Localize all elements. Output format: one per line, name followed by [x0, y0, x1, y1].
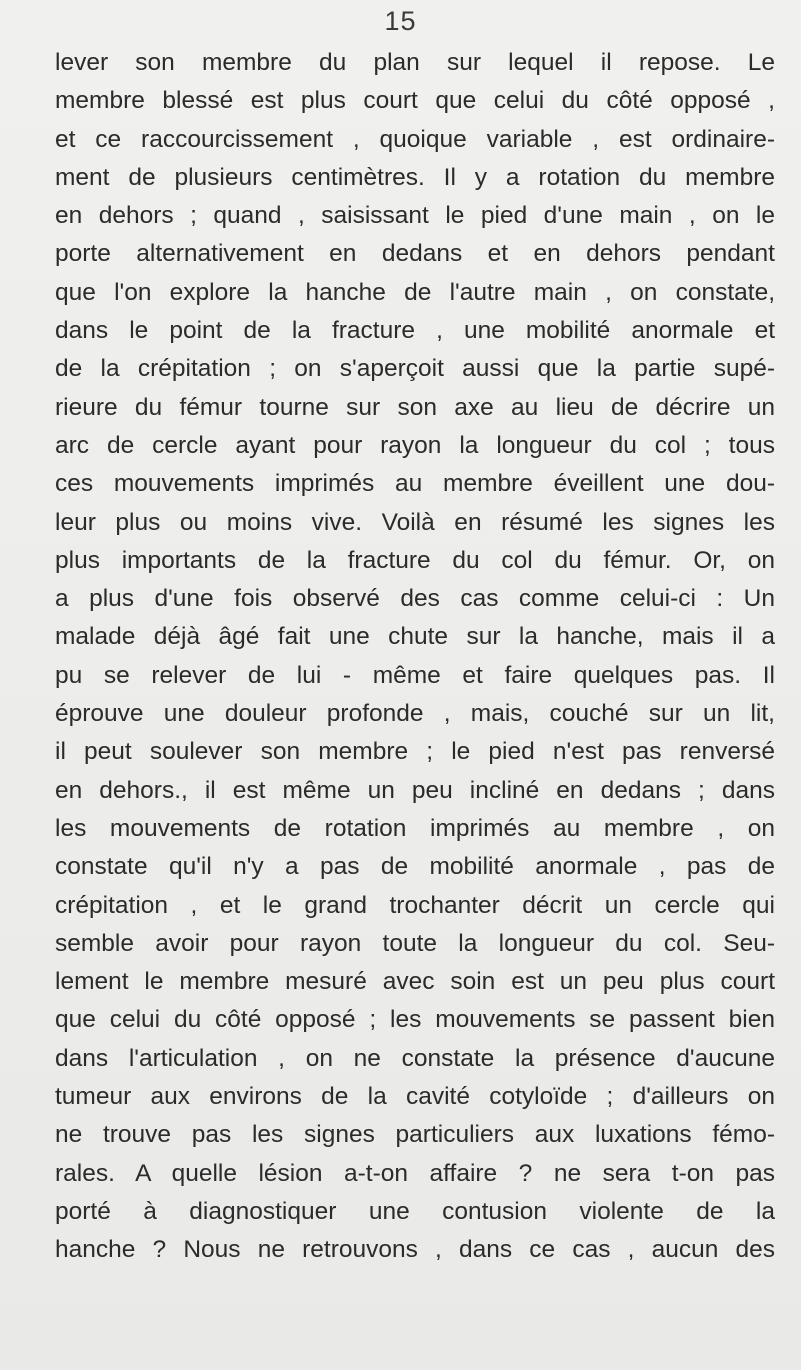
text-line: éprouve une douleur profonde , mais, couché sur un lit,: [55, 700, 775, 728]
text-line: pu se relever de lui - même et faire quelques pas. Il: [55, 661, 775, 689]
text-line: hanche ? Nous ne retrouvons , dans ce cas , aucun des: [55, 1236, 775, 1264]
text-line: semble avoir pour rayon toute la longueur du col. Seu-: [55, 929, 775, 957]
page-number: 15: [384, 6, 417, 36]
text-line: membre blessé est plus court que celui du côté opposé ,: [55, 87, 775, 115]
text-line: il peut soulever son membre ; le pied n'est pas renversé: [55, 738, 775, 766]
text-line: lever son membre du plan sur lequel il repose. Le: [55, 49, 775, 76]
text-line: porté à diagnostiquer une contusion violente de la: [55, 1197, 775, 1225]
body-text: [55, 44, 775, 1270]
text-line: en dehors., il est même un peu incliné en dedans ; dans: [55, 776, 775, 804]
text-line: constate qu'il n'y a pas de mobilité anormale , pas de: [55, 853, 775, 881]
text-line: plus importants de la fracture du col du fémur. Or, on: [55, 546, 775, 574]
text-line: en dehors ; quand , saisissant le pied d'une main , on le: [55, 202, 775, 230]
text-line: dans l'articulation , on ne constate la présence d'aucune: [55, 1044, 775, 1072]
text-line: a plus d'une fois observé des cas comme celui-ci : Un: [55, 585, 775, 613]
text-line: porte alternativement en dedans et en dehors pendant: [55, 240, 775, 268]
text-line: les mouvements de rotation imprimés au membre , on: [55, 814, 775, 842]
text-line: ne trouve pas les signes particuliers aux luxations fémo-: [55, 1121, 775, 1149]
text-line: et ce raccourcissement , quoique variable , est ordinaire-: [55, 125, 775, 153]
text-line: de la crépitation ; on s'aperçoit aussi que la partie supé-: [55, 355, 775, 383]
text-line: ces mouvements imprimés au membre éveillent une dou-: [55, 470, 775, 498]
text-line: que celui du côté opposé ; les mouvements se passent bien: [55, 1006, 775, 1034]
text-line: tumeur aux environs de la cavité cotyloïde ; d'ailleurs on: [55, 1083, 775, 1111]
text-line: rales. A quelle lésion a-t-on affaire ? ne sera t-on pas: [55, 1159, 775, 1187]
text-line: malade déjà âgé fait une chute sur la hanche, mais il a: [55, 623, 775, 651]
text-line: leur plus ou moins vive. Voilà en résumé les signes les: [55, 508, 775, 536]
text-line: que l'on explore la hanche de l'autre main , on constate,: [55, 278, 775, 306]
text-line: lement le membre mesuré avec soin est un peu plus court: [55, 968, 775, 996]
text-line: ment de plusieurs centimètres. Il y a rotation du membre: [55, 163, 775, 191]
text-line: rieure du fémur tourne sur son axe au lieu de décrire un: [55, 393, 775, 421]
text-line: arc de cercle ayant pour rayon la longueur du col ; tous: [55, 431, 775, 459]
text-line: dans le point de la fracture , une mobilité anormale et: [55, 317, 775, 345]
text-line: crépitation , et le grand trochanter décrit un cercle qui: [55, 891, 775, 919]
